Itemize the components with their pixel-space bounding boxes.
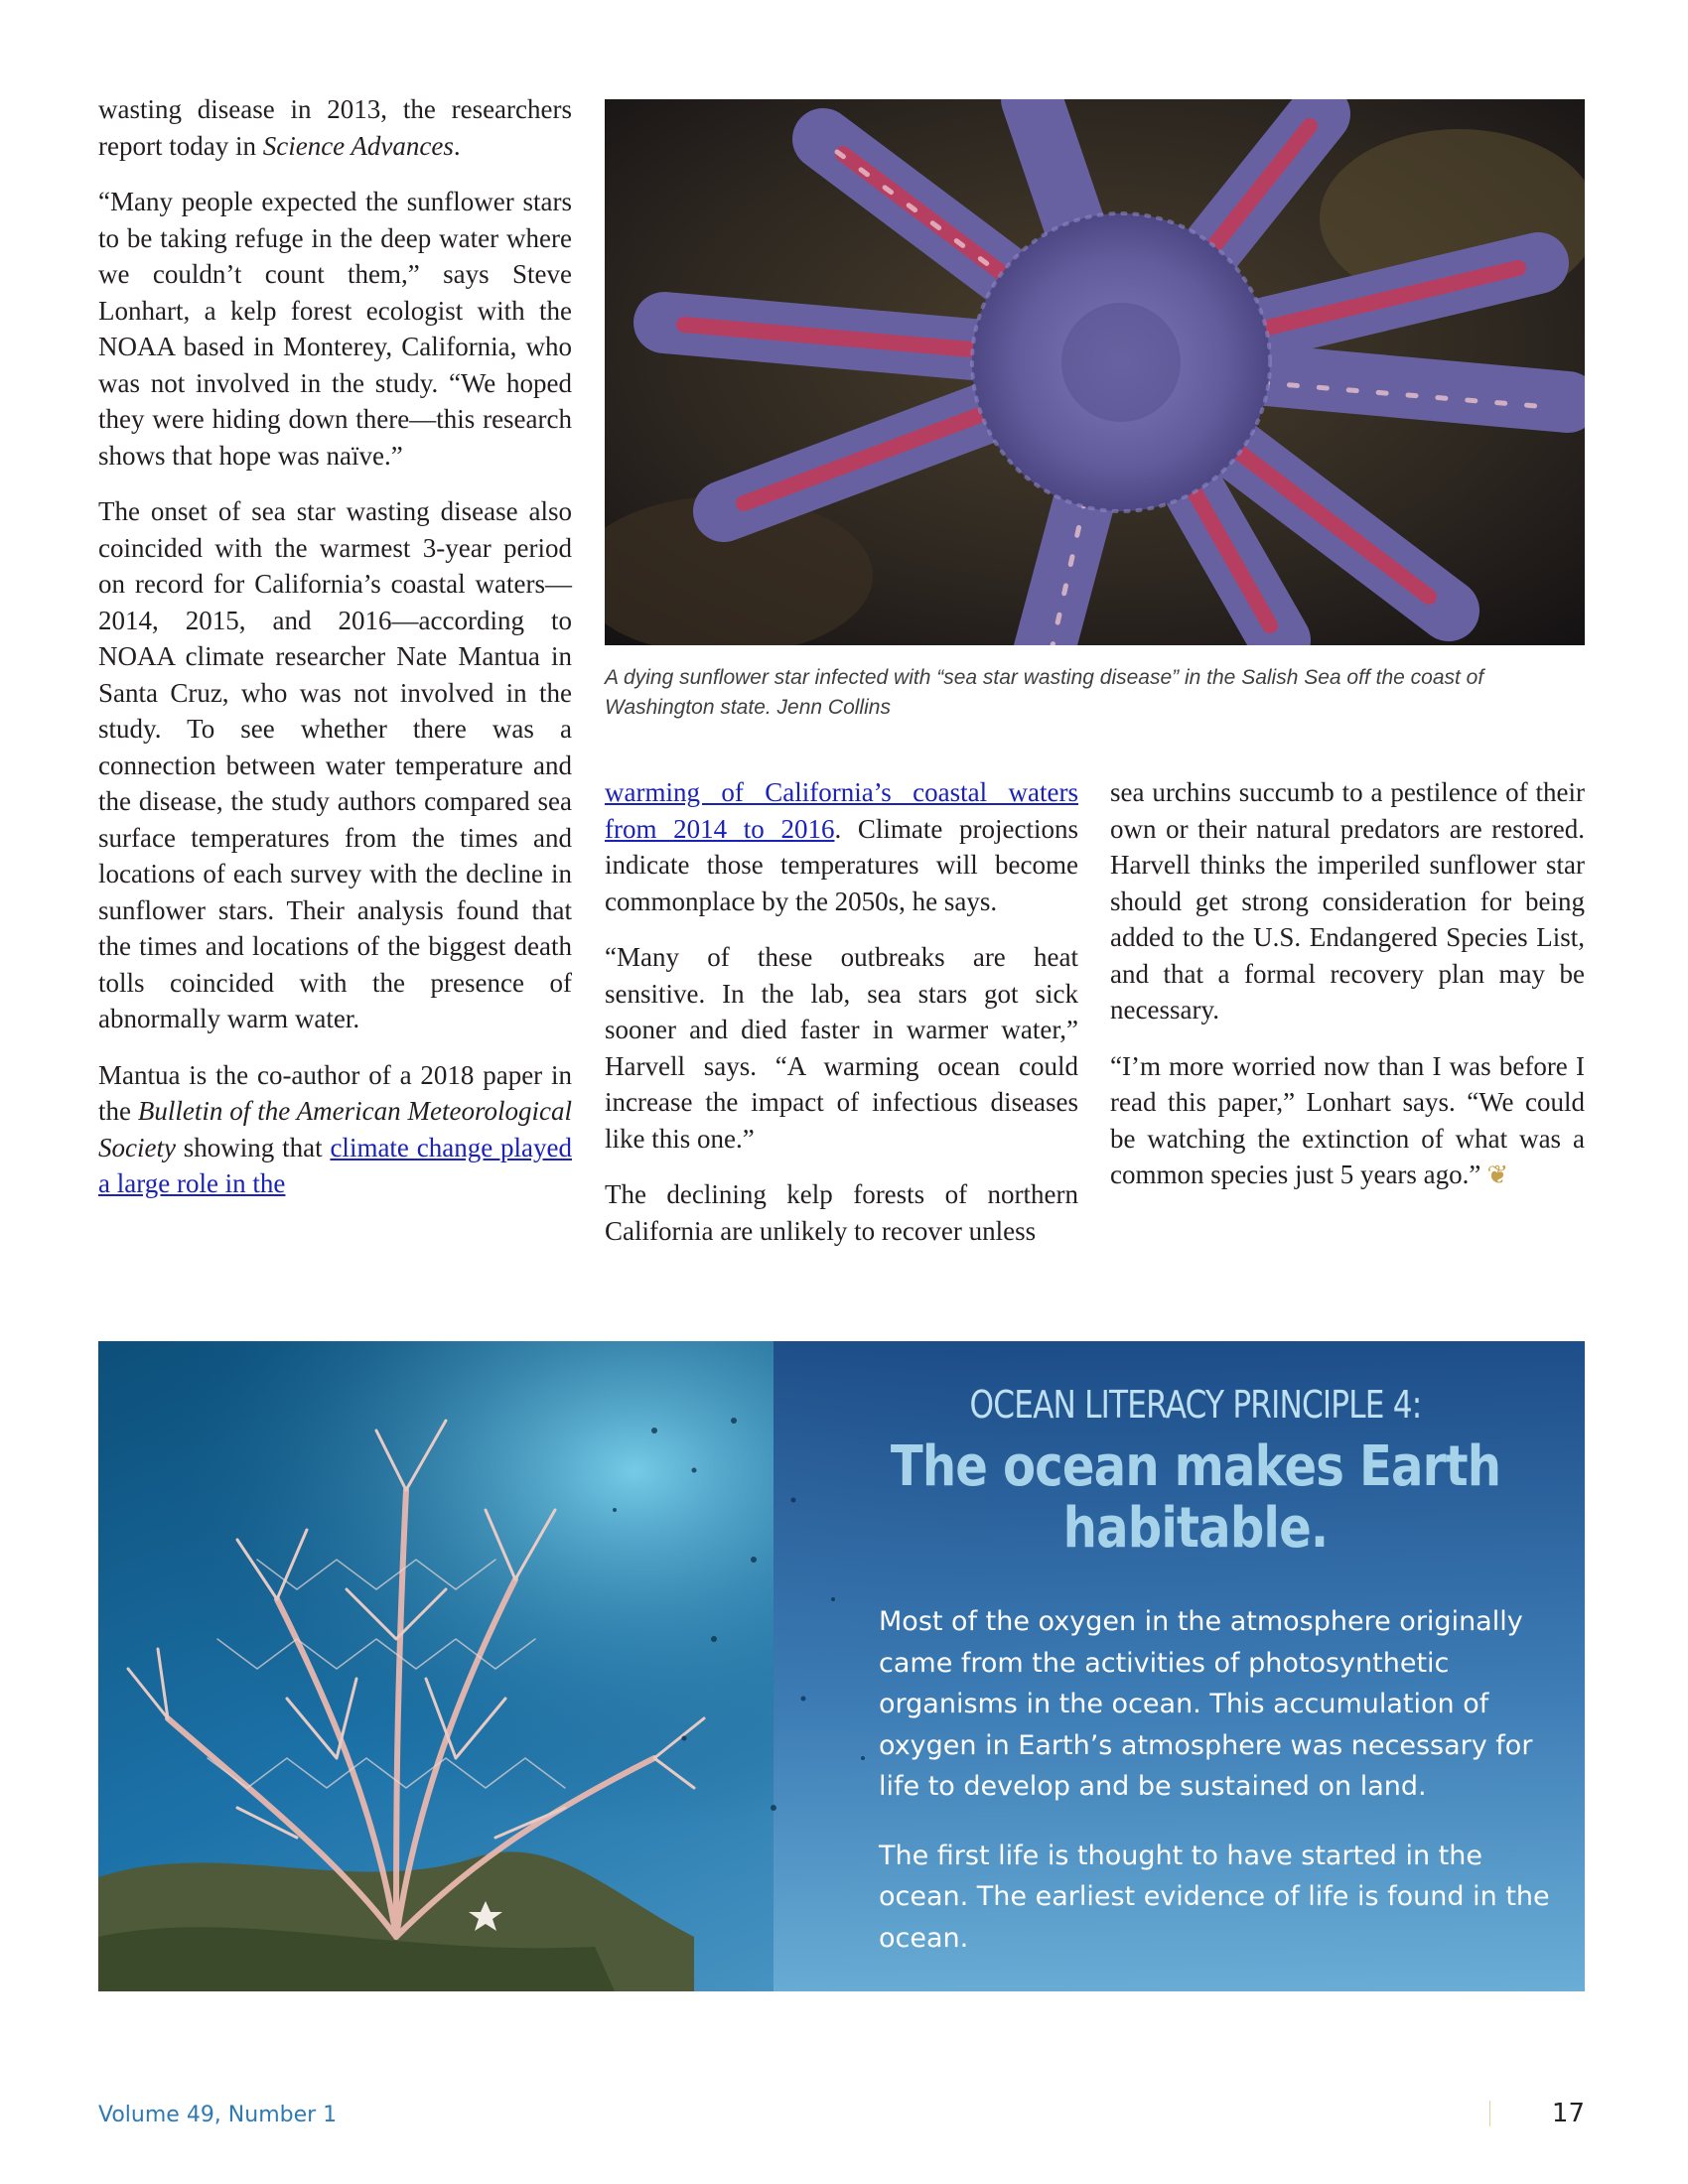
- journal-title: Science Advances: [262, 130, 454, 161]
- paragraph-left-1: wasting disease in 2013, the researchers report today in Science Advances.: [98, 94, 572, 161]
- ocean-literacy-panel: [98, 1341, 1585, 1991]
- principle-body: [879, 1601, 1554, 1986]
- principle-eyebrow: OCEAN LITERACY PRINCIPLE 4:: [969, 1383, 1422, 1427]
- footer-divider: [1489, 2101, 1490, 2126]
- principle-title-line-1: The ocean makes Earth: [890, 1434, 1501, 1499]
- paragraph-left-3: The onset of sea star wasting disease also coincided with the warmest 3-year period on record for California’s coastal waters—2014, 2015, and 2016—according to NOAA climate researcher Nate Mantua in Santa Cruz, who was not involved in the study. To see whether there was a connection between water temperature and the disease, the study authors compared sea surface temperatures from the times and locations of each survey with the decline in sunflower stars. Their analysis found that the times and locations of the biggest death tolls coincided with the presence of abnormally warm water.: [98, 496, 572, 1033]
- paragraph-right-1: sea urchins succumb to a pestilence of their own or their natural predators are restored. Harvell thinks the imperiled sunflower star should get strong consideration for being added to the U.S. Endangered Species List, and that a formal recovery plan may be necessary.: [1110, 777, 1585, 1024]
- article-column-left: [98, 91, 572, 1202]
- principle-paragraph-1: Most of the oxygen in the atmosphere originally came from the activities of photosynthetic organisms in the ocean. This accumulation of oxygen in Earth’s atmosphere was necessary for life to develop and be sustained on land.: [879, 1606, 1533, 1802]
- principle-title-line-2: habitable.: [1062, 1496, 1329, 1561]
- page-number: 17: [1551, 2099, 1585, 2128]
- sunflower-star-photo: [605, 99, 1585, 645]
- paragraph-right-2: “I’m more worried now than I was before I read this paper,” Lonhart says. “We could be watching the extinction of what was a common species just 5 years ago.” ❦: [1110, 1048, 1585, 1194]
- paragraph-left-4: Mantua is the co-author of a 2018 paper in the Bulletin of the American Meteorological Society showing that climate change played a large role in the: [98, 1059, 572, 1198]
- paragraph-left-2: “Many people expected the sunflower stars to be taking refuge in the deep water where we couldn’t count them,” says Steve Lonhart, a kelp forest ecologist with the NOAA based in Monterey, California, who was not involved in the study. “We hoped they were hiding down there—this research shows that hope was naïve.”: [98, 187, 572, 471]
- journal-title: Bulletin of the American Meteorological Society: [98, 1096, 572, 1162]
- climate-change-link[interactable]: climate change played a large role in the: [98, 1132, 572, 1198]
- warming-waters-link[interactable]: warming of California’s coastal waters from 2014 to 2016: [605, 777, 1078, 844]
- principle-title: [884, 1436, 1507, 1560]
- end-of-article-icon: ❦: [1486, 1160, 1509, 1189]
- paragraph-middle-2: “Many of these outbreaks are heat sensitive. In the lab, sea stars got sick sooner and died faster in warmer water,” Harvell says. “A warming ocean could increase the impact of infectious diseases like this one.”: [605, 942, 1078, 1154]
- caption-line-1: A dying sunflower star infected with “sea star wasting disease” in the Salish Sea off the coast of: [605, 666, 1484, 689]
- article-column-middle: [605, 774, 1078, 1249]
- principle-paragraph-2: The first life is thought to have started in the ocean. The earliest evidence of life is found in the ocean.: [879, 1840, 1550, 1954]
- article-column-right: [1110, 774, 1585, 1194]
- issue-label: Volume 49, Number 1: [98, 2103, 338, 2127]
- photo-caption: [605, 663, 1585, 723]
- paragraph-middle-1: warming of California’s coastal waters from 2014 to 2016. Climate projections indicate those temperatures will become commonplace by the 2050s, he says.: [605, 777, 1078, 916]
- paragraph-middle-3: The declining kelp forests of northern California are unlikely to recover unless: [605, 1179, 1078, 1246]
- caption-line-2: Washington state. Jenn Collins: [605, 696, 891, 719]
- sunflower-star-illustration: [605, 99, 1585, 645]
